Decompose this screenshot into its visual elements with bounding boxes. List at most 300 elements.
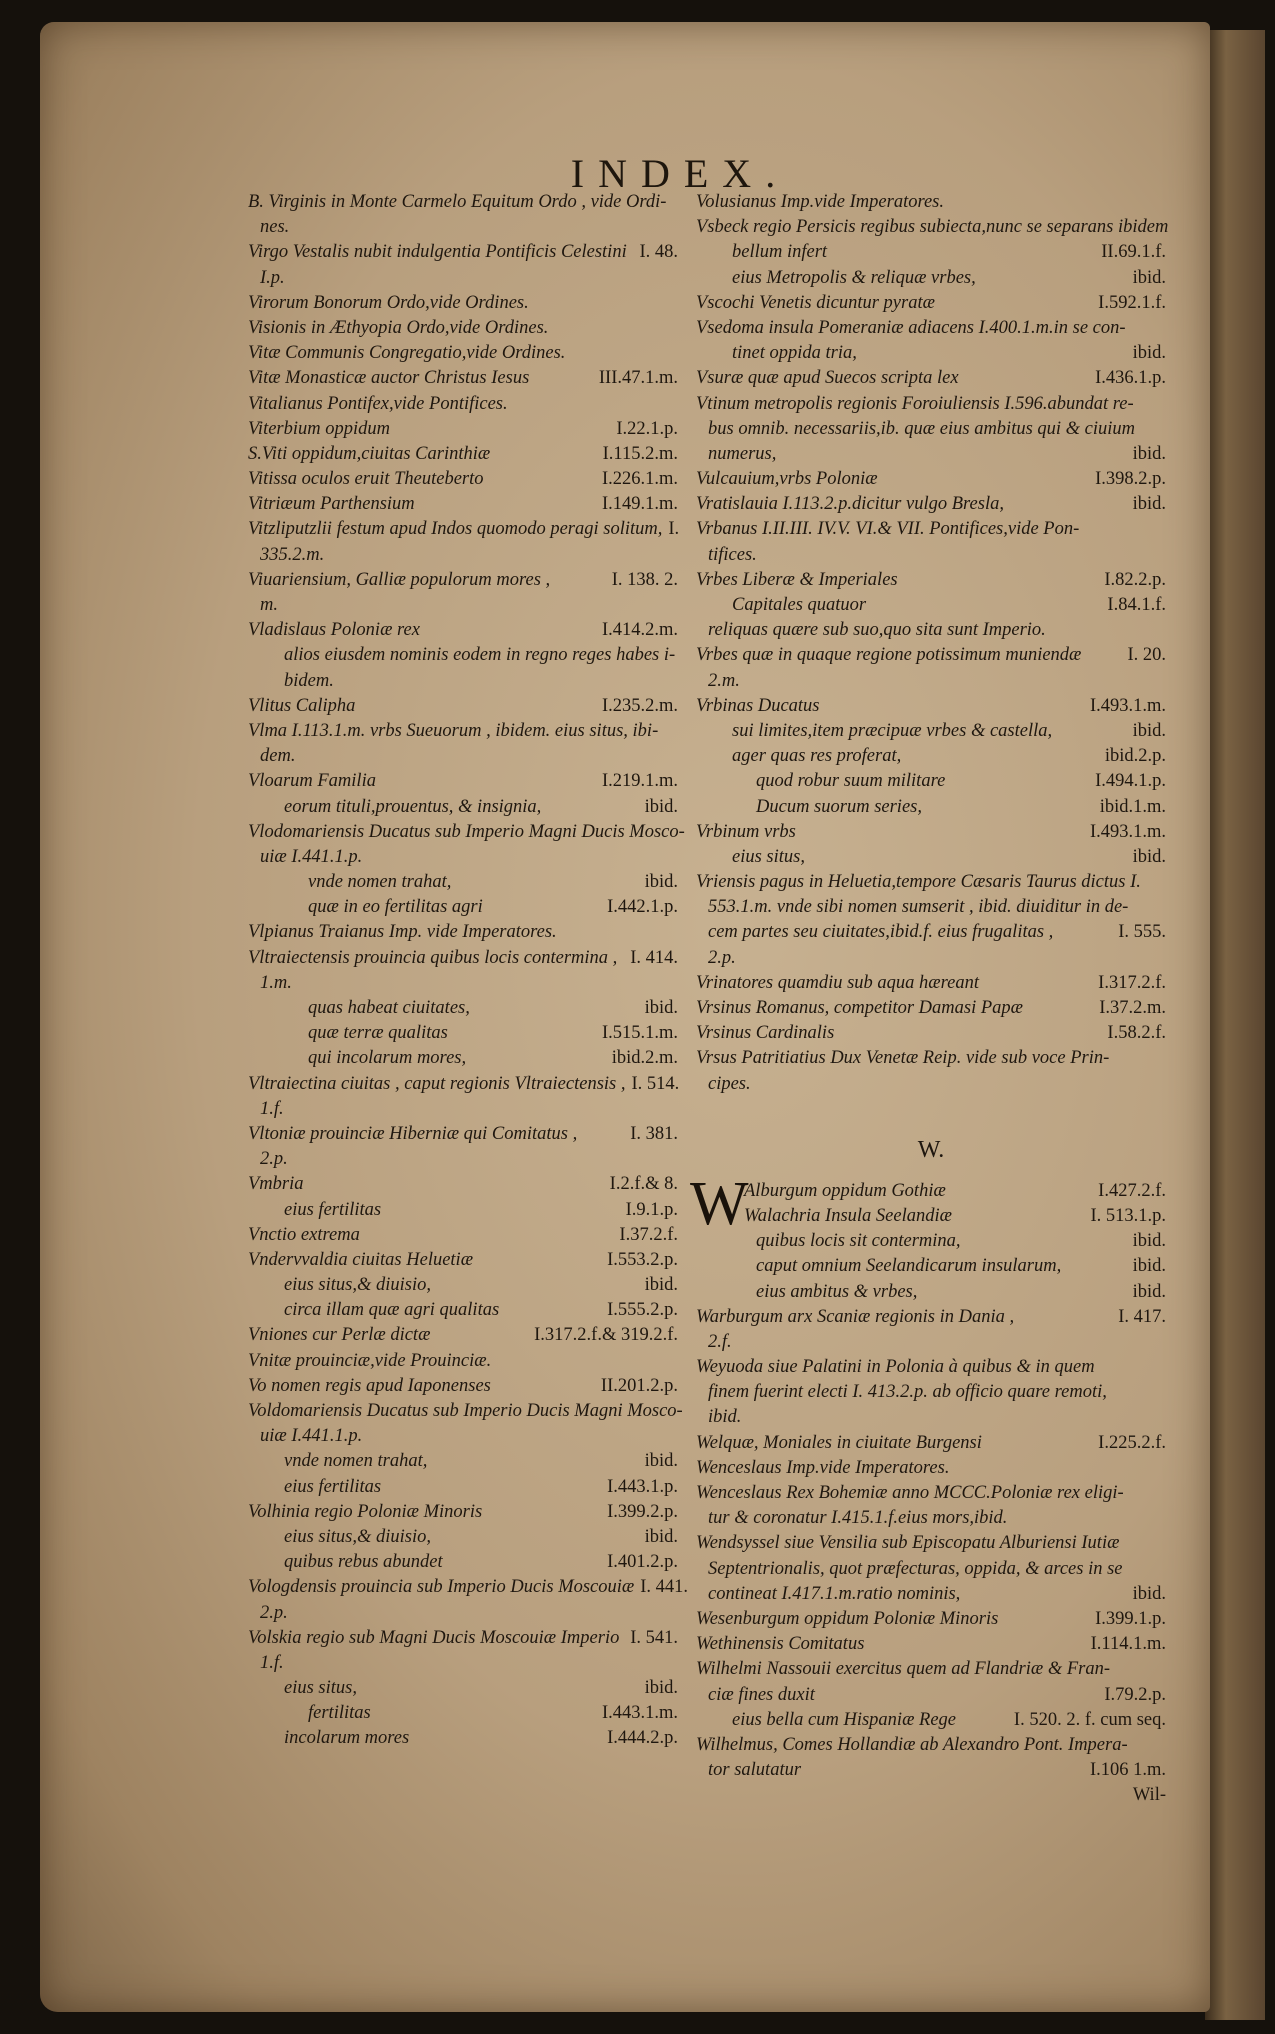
entry-text: quæ in eo fertilitas agri: [308, 897, 483, 918]
index-entry: [248, 1701, 678, 1726]
index-entry: [696, 593, 1166, 618]
entry-text: Voldomariensis Ducatus sub Imperio Ducis Magni Mosco-: [248, 1401, 683, 1421]
index-entry: [248, 1525, 678, 1550]
index-entry: [696, 1305, 1166, 1330]
entry-text: circa illam quæ agri qualitas: [284, 1300, 500, 1321]
index-entry: [696, 190, 1166, 215]
index-entry: [696, 1506, 1166, 1531]
entry-text: eorum tituli,prouentus, & insignia,: [284, 796, 542, 817]
index-entry: [248, 996, 678, 1021]
index-entry: [696, 1431, 1166, 1456]
entry-text: incolarum mores: [284, 1728, 410, 1749]
entry-reference: I.235.2.m.: [601, 695, 678, 716]
index-entry: [696, 291, 1166, 316]
entry-reference: I.219.1.m.: [601, 771, 678, 792]
index-entry: [248, 1424, 678, 1449]
index-entry: [248, 643, 678, 668]
entry-text: 2.p.: [260, 1149, 288, 1170]
entry-text: 335.2.m.: [260, 544, 325, 565]
index-entry: [248, 467, 678, 492]
entry-text: 2.m.: [708, 670, 740, 691]
entry-reference: ibid.: [644, 998, 678, 1018]
index-entry: [696, 1021, 1166, 1046]
index-entry: [248, 366, 678, 391]
index-entry: [696, 845, 1166, 870]
entry-text: Vndervvaldia ciuitas Heluetiæ: [248, 1249, 474, 1270]
index-entry: [248, 1223, 678, 1248]
index-entry: [696, 1531, 1166, 1556]
index-entry: [696, 1072, 1166, 1097]
entry-reference: I.443.1.p.: [607, 1476, 678, 1497]
index-entry: [248, 1046, 678, 1071]
index-entry: [696, 1557, 1166, 1582]
index-entry: [248, 920, 678, 945]
entry-text: Vlodomariensis Ducatus sub Imperio Magni Ducis Mosco-: [248, 821, 685, 842]
index-entry: [696, 467, 1166, 492]
entry-reference: I. 417.: [1118, 1306, 1166, 1327]
index-entry: [248, 1575, 689, 1600]
entry-text: Vo nomen regis apud Iaponenses: [248, 1375, 491, 1396]
index-entry: [696, 543, 1166, 568]
index-entry: [248, 895, 678, 920]
entry-text: B. Virginis in Monte Carmelo Equitum Ordo , vide Ordi-: [248, 192, 667, 212]
entry-text: Vrbinum vrbs: [696, 821, 796, 842]
entry-reference: I.115.2.m.: [602, 443, 678, 464]
entry-text: eius fertilitas: [284, 1199, 382, 1220]
entry-reference: I.106 1.m.: [1089, 1760, 1166, 1781]
index-entry: [248, 341, 678, 366]
entry-text: Septentrionalis, quot præfecturas, oppida, & arces in se: [708, 1558, 1123, 1579]
entry-text: Warburgum arx Scaniæ regionis in Dania ,: [696, 1306, 1015, 1327]
entry-reference: ibid.: [644, 1678, 678, 1699]
entry-text: Wenceslaus Imp.vide Imperatores.: [696, 1457, 950, 1478]
index-entry: [248, 1097, 678, 1122]
entry-text: Vrbes Liberæ & Imperiales: [696, 569, 898, 590]
index-entry: [248, 517, 678, 542]
entry-reference: I.414.2.m.: [601, 620, 678, 641]
entry-text: finem fuerint electi I. 413.2.p. ab officio quare remoti,: [708, 1382, 1107, 1403]
index-entry: [248, 215, 678, 240]
entry-text: Wendsyssel siue Vensilia sub Episcopatu Alburiensi Iutiæ: [696, 1533, 1120, 1554]
entry-text: m.: [260, 595, 278, 615]
entry-text: Visionis in Æthyopia Ordo,vide Ordines.: [248, 317, 549, 338]
entry-reference: ibid.: [1132, 1256, 1166, 1277]
entry-reference: I.226.1.m.: [601, 469, 678, 490]
index-entry: [248, 769, 678, 794]
entry-text: Vtinum metropolis regionis Foroiuliensis I.596.abundat re-: [696, 393, 1134, 414]
entry-text: qui incolarum mores,: [308, 1048, 467, 1069]
entry-text: Wesenburgum oppidum Poloniæ Minoris: [696, 1608, 999, 1629]
entry-text: Walachria Insula Seelandiæ: [744, 1205, 952, 1226]
entry-text: Vlma I.113.1.m. vrbs Sueuorum , ibidem. eius situs, ibi-: [248, 720, 659, 741]
entry-text: eius situs,& diuisio,: [284, 1275, 431, 1296]
entry-reference: I.592.1.f.: [1098, 292, 1166, 313]
entry-text: Volhinia regio Poloniæ Minoris: [248, 1501, 483, 1522]
entry-reference: I. 414.: [630, 947, 678, 968]
index-entry: [248, 1021, 678, 1046]
index-entry: [248, 1323, 678, 1348]
entry-text: Vltoniæ prouinciæ Hiberniæ qui Comitatus ,: [248, 1123, 578, 1144]
index-entry: [248, 1550, 678, 1575]
entry-reference: I. 555.: [1118, 922, 1166, 943]
index-entry: [696, 492, 1166, 517]
entry-reference: Wil-: [1132, 1785, 1166, 1806]
entry-reference: I.: [668, 519, 680, 540]
entry-text: Vniones cur Perlæ dictæ: [248, 1325, 431, 1346]
entry-text: Vsbeck regio Persicis regibus subiecta,nunc se separans ibidem: [696, 217, 1169, 238]
entry-reference: I.399.2.p.: [607, 1501, 678, 1522]
entry-reference: II.69.1.f.: [1101, 242, 1166, 263]
entry-text: Viterbium oppidum: [248, 418, 390, 439]
entry-text: ager quas res proferat,: [732, 746, 902, 767]
entry-reference: I.225.2.f.: [1098, 1432, 1166, 1453]
index-entry: [696, 1657, 1166, 1682]
entry-reference: ibid.: [1132, 1583, 1166, 1604]
entry-text: vnde nomen trahat,: [284, 1451, 428, 1472]
entry-text: eius fertilitas: [284, 1476, 382, 1497]
index-entry: [696, 1783, 1166, 1808]
entry-text: Vloarum Familia: [248, 771, 376, 792]
index-entry: [696, 895, 1166, 920]
index-entry: [248, 593, 678, 618]
entry-reference: I.2.f.& 8.: [609, 1174, 678, 1195]
entry-text: eius situs,& diuisio,: [284, 1526, 431, 1547]
entry-reference: I. 541.: [630, 1627, 678, 1648]
left-column: [248, 190, 689, 1752]
index-entry: [696, 1254, 1166, 1279]
index-entry: [248, 568, 678, 593]
entry-reference: I.9.1.p.: [625, 1199, 678, 1220]
entry-text: Vrbanus I.II.III. IV.V. VI.& VII. Pontifices,vide Pon-: [696, 519, 1080, 540]
entry-text: alios eiusdem nominis eodem in regno reges habes i-: [284, 645, 676, 666]
entry-reference: I.401.2.p.: [607, 1552, 678, 1573]
index-entry: [248, 492, 678, 517]
entry-text: Vltraiectensis prouincia quibus locis contermina ,: [248, 947, 618, 968]
index-entry: [248, 1147, 678, 1172]
index-entry: [696, 694, 1166, 719]
entry-text: eius situs,: [284, 1678, 357, 1699]
entry-text: Alburgum oppidum Gothiæ: [744, 1180, 946, 1201]
entry-text: quibus locis sit contermina,: [756, 1231, 961, 1252]
entry-text: quibus rebus abundet: [284, 1552, 443, 1573]
entry-reference: I. 48.: [639, 242, 678, 263]
index-entry: [248, 240, 678, 265]
index-entry: [696, 1582, 1166, 1607]
index-entry: [696, 1456, 1166, 1481]
entry-reference: I.555.2.p.: [607, 1300, 678, 1321]
entry-reference: I. 138. 2.: [611, 569, 678, 590]
entry-reference: I.427.2.f.: [1098, 1180, 1166, 1201]
index-entry: [696, 820, 1166, 845]
index-entry: [696, 1405, 1166, 1430]
entry-reference: ibid.: [1132, 343, 1166, 364]
entry-text: Vitalianus Pontifex,vide Pontifices.: [248, 393, 508, 414]
index-entry: [696, 1758, 1166, 1783]
entry-reference: ibid.1.m.: [1099, 796, 1166, 817]
entry-text: Vulcauium,vrbs Poloniæ: [696, 469, 878, 490]
entry-text: Vscochi Venetis dicuntur pyratæ: [696, 292, 935, 313]
entry-text: quas habeat ciuitates,: [308, 998, 470, 1018]
entry-text: Vratislauia I.113.2.p.dicitur vulgo Bresla,: [696, 494, 1004, 515]
index-entry: [248, 669, 678, 694]
index-entry: [248, 1475, 678, 1500]
entry-reference: I.82.2.p.: [1104, 569, 1166, 590]
index-entry: [248, 190, 678, 215]
entry-text: Vltraiectina ciuitas , caput regionis Vltraiectensis ,: [248, 1073, 626, 1094]
entry-text: Welquæ, Moniales in ciuitate Burgensi: [696, 1432, 982, 1453]
page-header: INDEX.: [570, 151, 790, 196]
index-entry: [696, 1280, 1166, 1305]
index-entry: [248, 1399, 683, 1424]
entry-reference: ibid.: [644, 1526, 678, 1547]
entry-text: eius bella cum Hispaniæ Rege: [732, 1709, 957, 1730]
index-entry: [696, 568, 1166, 593]
entry-reference: I.494.1.p.: [1095, 771, 1166, 792]
index-entry: [696, 1355, 1166, 1380]
right-column-entries-w: [696, 1179, 1166, 1809]
entry-reference: I.515.1.m.: [601, 1023, 678, 1044]
index-entry: [696, 1380, 1166, 1405]
entry-text: Vnitæ prouinciæ,vide Prouinciæ.: [248, 1350, 492, 1371]
entry-text: numerus,: [708, 443, 777, 464]
entry-text: Vitzliputzlii festum apud Indos quomodo peragi solitum,: [248, 519, 663, 540]
drop-capital: W: [690, 1169, 749, 1238]
entry-text: quod robur suum militare: [756, 771, 946, 792]
entry-text: caput omnium Seelandicarum insularum,: [756, 1256, 1062, 1277]
entry-reference: ibid.: [1132, 267, 1166, 288]
entry-text: ibid.: [708, 1407, 742, 1428]
entry-reference: I.493.1.m.: [1089, 821, 1166, 842]
index-entry: [696, 316, 1166, 341]
entry-text: cem partes seu ciuitates,ibid.f. eius frugalitas ,: [708, 922, 1054, 943]
entry-text: Vsuræ quæ apud Suecos scripta lex: [696, 368, 959, 389]
entry-reference: III.47.1.m.: [598, 368, 678, 389]
entry-reference: I.37.2.m.: [1099, 998, 1166, 1018]
entry-reference: I.317.2.f.& 319.2.f.: [534, 1325, 678, 1346]
entry-text: ciæ fines duxit: [708, 1684, 815, 1705]
entry-text: Vrbes quæ in quaque regione potissimum muniendæ: [696, 645, 1082, 666]
entry-text: quæ terræ qualitas: [308, 1023, 448, 1044]
entry-reference: ibid.: [1132, 720, 1166, 741]
index-entry: [248, 870, 678, 895]
entry-text: Vitriæum Parthensium: [248, 494, 415, 515]
entry-text: Vrinatores quamdiu sub aqua hæreant: [696, 972, 979, 993]
index-entry: [696, 1229, 1166, 1254]
entry-reference: ibid.: [1132, 494, 1166, 515]
index-entry: [696, 870, 1166, 895]
entry-reference: I. 381.: [630, 1123, 678, 1144]
entry-reference: ibid.2.m.: [611, 1048, 678, 1069]
entry-text: tor salutatur: [708, 1760, 802, 1781]
index-entry: [248, 417, 678, 442]
entry-text: Wethinensis Comitatus: [696, 1634, 865, 1655]
entry-reference: ibid.: [644, 872, 678, 893]
entry-text: dem.: [260, 746, 296, 767]
entry-reference: I.58.2.f.: [1107, 1023, 1166, 1044]
entry-text: Vrsus Patritiatius Dux Venetæ Reip. vide sub voce Prin-: [696, 1048, 1110, 1069]
section-w-block: [690, 1169, 1166, 1809]
index-entry: [696, 366, 1166, 391]
entry-text: Vladislaus Poloniæ rex: [248, 620, 420, 641]
entry-text: tifices.: [708, 544, 757, 565]
entry-text: bidem.: [284, 670, 334, 691]
entry-reference: I.443.1.m.: [601, 1703, 678, 1724]
index-entry: [248, 1072, 678, 1097]
index-entry: [248, 1198, 678, 1223]
index-entry: [696, 744, 1166, 769]
entry-text: nes.: [260, 217, 290, 238]
entry-text: Vrsinus Cardinalis: [696, 1023, 835, 1044]
index-entry: [696, 669, 1166, 694]
index-entry: [696, 392, 1166, 417]
entry-text: Vsedoma insula Pomeraniæ adiacens I.400.1.m.in se con-: [696, 317, 1126, 338]
entry-reference: I.37.2.f.: [619, 1224, 678, 1245]
entry-text: Capitales quatuor: [732, 595, 867, 615]
index-entry: [696, 1683, 1166, 1708]
index-entry: [248, 719, 678, 744]
entry-reference: ibid.2.p.: [1104, 746, 1166, 767]
entry-text: uiæ I.441.1.p.: [260, 846, 363, 867]
entry-text: Vlitus Calipha: [248, 695, 356, 716]
entry-reference: I.553.2.p.: [607, 1249, 678, 1270]
index-entry: [248, 266, 678, 291]
entry-text: Vologdensis prouincia sub Imperio Ducis Moscouiæ: [248, 1577, 635, 1598]
index-entry: [248, 1122, 678, 1147]
right-column: [690, 190, 1169, 1808]
entry-text: Weyuoda siue Palatini in Polonia à quibus & in quem: [696, 1357, 1095, 1378]
index-entry: [696, 643, 1166, 668]
index-entry: [696, 1204, 1166, 1229]
index-entry: [696, 996, 1166, 1021]
index-entry: [248, 543, 678, 568]
right-column-entries-v: [696, 190, 1169, 1097]
entry-text: bus omnib. necessariis,ib. quæ eius ambitus qui & ciuium: [708, 418, 1136, 439]
index-entry: [696, 618, 1166, 643]
index-entry: [248, 971, 678, 996]
index-entry: [696, 266, 1166, 291]
entry-reference: I.317.2.f.: [1098, 972, 1166, 993]
index-entry: [696, 1179, 1166, 1204]
entry-reference: I.398.2.p.: [1095, 469, 1166, 490]
index-entry: [248, 442, 678, 467]
index-entry: [248, 1374, 678, 1399]
index-entry: [248, 1248, 678, 1273]
entry-reference: I.436.1.p.: [1095, 368, 1166, 389]
entry-reference: I. 520. 2. f. cum seq.: [1013, 1709, 1166, 1730]
index-entry: [248, 1449, 678, 1474]
entry-text: Viuariensium, Galliæ populorum mores ,: [248, 569, 551, 590]
index-entry: [696, 795, 1166, 820]
entry-reference: ibid.: [1132, 846, 1166, 867]
entry-reference: ibid.: [1132, 443, 1166, 464]
entry-text: 553.1.m. vnde sibi nomen sumserit , ibid. diuiditur in de-: [708, 897, 1129, 918]
section-gap: [696, 1097, 1166, 1135]
entry-text: tinet oppida tria,: [732, 343, 857, 364]
index-entry: [248, 1726, 678, 1751]
entry-text: Vmbria: [248, 1174, 304, 1195]
index-entry: [248, 845, 678, 870]
entry-reference: ibid.: [1132, 1281, 1166, 1302]
entry-text: Wilhelmus, Comes Hollandiæ ab Alexandro Pont. Impera-: [696, 1734, 1128, 1755]
entry-text: 2.f.: [708, 1331, 732, 1352]
entry-reference: II.201.2.p.: [600, 1375, 678, 1396]
entry-text: uiæ I.441.1.p.: [260, 1426, 363, 1447]
index-entry: [248, 1298, 678, 1323]
index-entry: [248, 1651, 678, 1676]
index-entry: [696, 1733, 1166, 1758]
entry-text: Ducum suorum series,: [756, 796, 922, 817]
entry-reference: I.399.1.p.: [1095, 1608, 1166, 1629]
entry-text: eius ambitus & vrbes,: [756, 1281, 918, 1302]
entry-reference: I.442.1.p.: [607, 897, 678, 918]
section-heading-w: W.: [917, 1136, 945, 1163]
index-entry: [248, 694, 678, 719]
entry-text: eius Metropolis & reliquæ vrbes,: [732, 267, 976, 288]
index-entry: [696, 1708, 1166, 1733]
index-entry: [696, 417, 1166, 442]
entry-reference: I. 514.: [631, 1073, 680, 1094]
index-entry: [696, 719, 1166, 744]
index-entry: [248, 316, 678, 341]
entry-text: contineat I.417.1.m.ratio nominis,: [708, 1583, 961, 1604]
entry-reference: I.493.1.m.: [1089, 695, 1166, 716]
entry-text: Vitissa oculos eruit Theuteberto: [248, 469, 484, 490]
entry-text: Vriensis pagus in Heluetia,tempore Cæsaris Taurus dictus I.: [696, 872, 1141, 893]
index-entry: [696, 1607, 1166, 1632]
index-entry: [248, 1349, 678, 1374]
entry-reference: I. 20.: [1127, 645, 1166, 666]
entry-text: Volskia regio sub Magni Ducis Moscouiæ Imperio: [248, 1627, 620, 1648]
index-entry: [248, 795, 678, 820]
adjacent-page-edge: [1205, 30, 1265, 2020]
index-entry: [696, 1046, 1166, 1071]
index-entry: [696, 215, 1169, 240]
index-entry: [248, 618, 678, 643]
entry-text: vnde nomen trahat,: [308, 872, 452, 893]
entry-text: 2.p.: [708, 947, 736, 968]
entry-text: sui limites,item præcipuæ vrbes & castella,: [732, 720, 1053, 741]
index-entry: [248, 1601, 678, 1626]
entry-text: cipes.: [708, 1073, 751, 1094]
entry-reference: ibid.: [644, 1275, 678, 1296]
entry-text: 1.m.: [260, 972, 292, 993]
index-entry: [696, 517, 1166, 542]
index-entry: [696, 769, 1166, 794]
index-entry: [696, 920, 1166, 945]
entry-reference: ibid.: [644, 796, 678, 817]
index-entry: [696, 946, 1166, 971]
entry-text: Vlpianus Traianus Imp. vide Imperatores.: [248, 922, 557, 943]
index-entry: [696, 341, 1166, 366]
entry-text: Vrbinas Ducatus: [696, 695, 820, 716]
entry-text: S.Viti oppidum,ciuitas Carinthiæ: [248, 443, 491, 464]
entry-text: Wilhelmi Nassouii exercitus quem ad Flandriæ & Fran-: [696, 1659, 1110, 1680]
entry-text: 1.f.: [260, 1098, 284, 1119]
entry-reference: I.22.1.p.: [616, 418, 678, 439]
index-entry: [248, 1273, 678, 1298]
index-entry: [248, 1626, 678, 1651]
entry-reference: I.149.1.m.: [601, 494, 678, 515]
entry-reference: ibid.: [1132, 1231, 1166, 1252]
entry-text: tur & coronatur I.415.1.f.eius mors,ibid.: [708, 1508, 1008, 1529]
entry-text: Vitæ Monasticæ auctor Christus Iesus: [248, 368, 530, 389]
entry-reference: I.84.1.f.: [1107, 595, 1166, 615]
index-entry: [248, 1500, 678, 1525]
entry-text: Virgo Vestalis nubit indulgentia Pontificis Celestini: [248, 242, 627, 263]
entry-text: reliquas quære sub suo,quo sita sunt Imperio.: [708, 620, 1046, 641]
index-entry: [248, 392, 678, 417]
index-entry: [696, 442, 1166, 467]
